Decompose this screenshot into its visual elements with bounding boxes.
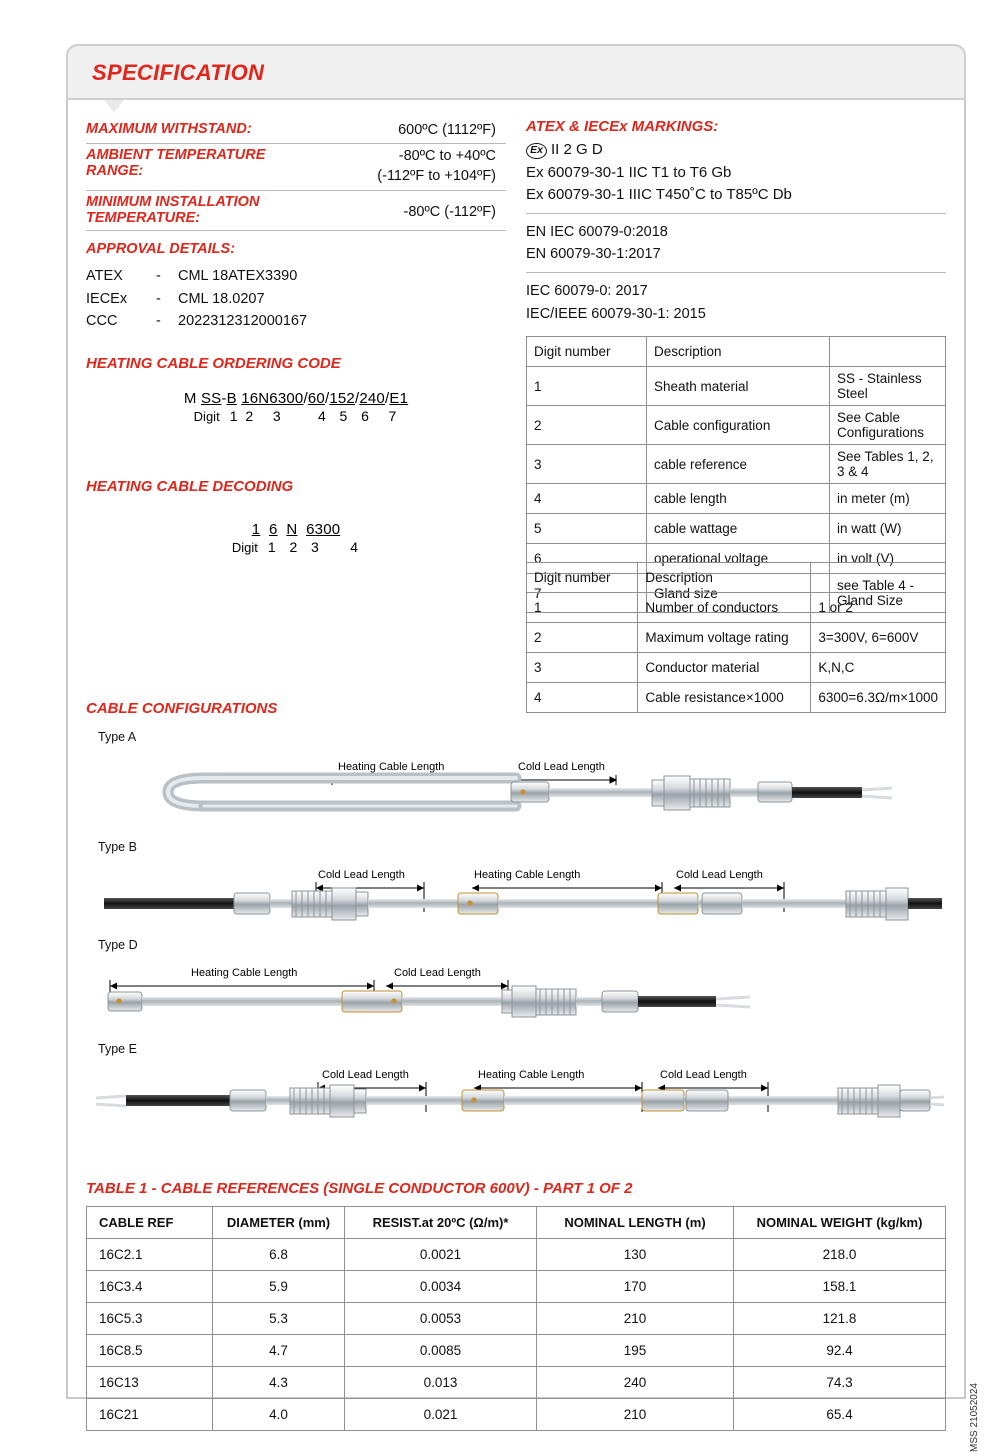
approval-row-atex [86,265,506,287]
spec-row-ambient-temperature [86,144,506,191]
config-type-e-diagram [86,1056,946,1138]
page-title: SPECIFICATION [92,60,265,85]
col-cable-ref: CABLE REF [87,1207,213,1239]
table-row [527,514,946,544]
cell-digit: 1 [527,367,647,406]
cell-length: 210 [537,1399,734,1431]
type-b-drawing [86,854,946,940]
spec-label: MAXIMUM WITHSTAND: [86,121,252,137]
spec-row-min-installation-temperature [86,191,506,231]
approval-details-list [86,265,506,332]
atex-line-1-text: II 2 G D [551,141,603,158]
cell-weight: 218.0 [734,1239,946,1271]
cell-description: cable length [647,484,830,514]
config-type-a [86,730,946,840]
standard-en-1: EN IEC 60079-0:2018 [526,223,668,240]
atex-line-2: Ex 60079-30-1 IIC T1 to T6 Gb [526,163,732,181]
cell-resistance: 0.0034 [345,1271,537,1303]
cell-length: 210 [537,1303,734,1335]
col-header-description: Description [647,337,830,367]
ordering-digit-label: Digit [193,408,220,424]
cell-cable-ref: 16C13 [87,1367,213,1399]
type-d-label-heating: Heating Cable Length [191,967,298,979]
cell-cable-ref: 16C5.3 [87,1303,213,1335]
cell-value: in volt (V) [830,544,946,574]
decoding-code-block [86,521,506,555]
specification-banner [66,44,966,100]
cell-cable-ref: 16C3.4 [87,1271,213,1303]
config-type-a-label: Type A [98,730,137,744]
cell-weight: 74.3 [734,1367,946,1399]
cell-description: Conductor material [638,653,811,683]
config-type-d [86,938,946,1044]
spec-value: -80ºC (-112ºF) [403,204,496,221]
type-a-label-heating: Heating Cable Length [338,761,445,773]
cell-cable-ref: 16C2.1 [87,1239,213,1271]
cell-length: 170 [537,1271,734,1303]
config-type-d-label: Type D [98,938,138,952]
type-d-drawing [86,952,946,1044]
cell-digit: 5 [527,514,647,544]
table-row [527,593,946,623]
ex-symbol-icon: Ex [526,143,547,159]
cell-diameter: 6.8 [213,1239,345,1271]
col-nominal-weight: NOMINAL WEIGHT (kg/km) [734,1207,946,1239]
col-header-digit: Digit number [527,563,638,593]
cell-resistance: 0.0021 [345,1239,537,1271]
decoding-code-text: 1 6 N 6300 [251,520,341,538]
cell-diameter: 5.9 [213,1271,345,1303]
table-row [527,367,946,406]
type-b-label-heating: Heating Cable Length [474,869,581,881]
spec-value: 600ºC (1112ºF) [398,122,496,138]
type-a-drawing [86,744,946,840]
ordering-code-block [86,390,506,424]
cell-weight: 158.1 [734,1271,946,1303]
atex-line-3: Ex 60079-30-1 IIIC T450˚C to T85ºC Db [526,186,792,203]
type-e-drawing [86,1056,946,1138]
standard-iec-1: IEC 60079-0: 2017 [526,283,648,300]
spec-label: AMBIENT TEMPERATURE RANGE: [86,147,266,179]
cell-cable-ref: 16C21 [87,1399,213,1431]
cell-weight: 92.4 [734,1335,946,1367]
atex-markings-body [526,139,946,207]
standards-en [526,214,946,273]
standard-iec-2: IEC/IEEE 60079-30-1: 2015 [526,305,706,322]
config-type-b-diagram [86,854,946,940]
cell-digit: 7 [527,574,647,613]
cell-value: 1 or 2 [811,593,946,623]
approval-dash: - [156,313,161,330]
cell-description: Number of conductors [638,593,811,623]
type-d-label-cold: Cold Lead Length [394,967,481,979]
decoding-digit-table [526,562,946,713]
approval-details-heading: APPROVAL DETAILS: [86,241,236,258]
cell-description: cable reference [647,445,830,484]
table-row [527,683,946,713]
table-row [87,1271,946,1303]
cell-description: Gland size [647,574,830,613]
decoding-heading: HEATING CABLE DECODING [86,477,294,495]
cell-weight: 65.4 [734,1399,946,1431]
spec-left-column [86,118,506,555]
cell-length: 240 [537,1367,734,1399]
cell-diameter: 4.7 [213,1335,345,1367]
table-row [527,563,946,593]
cell-diameter: 4.3 [213,1367,345,1399]
ordering-code-digits: Digit 1 2 3 4 5 6 7 [193,407,399,424]
config-type-a-diagram [86,744,946,840]
col-header-description: Description [638,563,811,593]
approval-key: CCC [86,313,118,330]
cell-resistance: 0.021 [345,1399,537,1431]
table-row [87,1335,946,1367]
type-a-label-cold: Cold Lead Length [518,761,605,773]
cell-value: see Table 4 - Gland Size [830,574,946,613]
cell-resistance: 0.0085 [345,1335,537,1367]
cell-value: in meter (m) [830,484,946,514]
cell-value: 3=300V, 6=600V [811,623,946,653]
cell-diameter: 4.0 [213,1399,345,1431]
cell-length: 130 [537,1239,734,1271]
table-row [527,623,946,653]
table-row [87,1239,946,1271]
cell-description: operational voltage [647,544,830,574]
cell-digit: 3 [527,445,647,484]
ordering-code-heading: HEATING CABLE ORDERING CODE [86,354,341,372]
cell-description: Cable configuration [647,406,830,445]
cell-value: See Cable Configurations [830,406,946,445]
config-type-d-diagram [86,952,946,1044]
cell-value: K,N,C [811,653,946,683]
type-b-label-cold-1: Cold Lead Length [318,869,405,881]
cell-digit: 6 [527,544,647,574]
atex-line-1 [526,139,946,162]
config-type-e [86,1042,946,1138]
cell-description: Maximum voltage rating [638,623,811,653]
col-header-digit: Digit number [527,337,647,367]
cell-value: in watt (W) [830,514,946,544]
table1-cable-references [86,1206,946,1431]
approval-dash: - [156,268,161,285]
standard-en-2: EN 60079-30-1:2017 [526,245,661,262]
col-diameter: DIAMETER (mm) [213,1207,345,1239]
spec-row-max-withstand [86,118,506,144]
ordering-code-text: M SS-B 16N6300/60/152/240/E1 [183,389,409,407]
approval-row-iecex [86,288,506,310]
type-e-label-heating: Heating Cable Length [478,1069,585,1081]
col-nominal-length: NOMINAL LENGTH (m) [537,1207,734,1239]
config-type-b [86,840,946,940]
table-header-row [87,1207,946,1239]
spec-right-column [526,118,946,332]
table1-title: TABLE 1 - CABLE REFERENCES (SINGLE CONDUCTOR 600V) - PART 1 OF 2 [86,1180,633,1197]
cell-resistance: 0.013 [345,1367,537,1399]
decoding-digit-label: Digit [231,539,258,555]
cell-value: See Tables 1, 2, 3 & 4 [830,445,946,484]
approval-value: 2022312312000167 [178,313,308,330]
col-header-value [811,563,946,593]
config-type-b-label: Type B [98,840,137,854]
table-row [87,1367,946,1399]
cell-weight: 121.8 [734,1303,946,1335]
cell-diameter: 5.3 [213,1303,345,1335]
cell-description: cable wattage [647,514,830,544]
type-e-label-cold-1: Cold Lead Length [322,1069,409,1081]
document-content [66,100,966,1422]
table-row [527,653,946,683]
document-side-code: MSS 21052024 [969,1383,980,1452]
col-header-value [830,337,946,367]
cell-digit: 3 [527,653,638,683]
approval-dash: - [156,290,161,307]
digit-table-2 [526,562,946,713]
cell-digit: 2 [527,623,638,653]
cell-cable-ref: 16C8.5 [87,1335,213,1367]
standards-iec [526,273,946,332]
cell-description: Sheath material [647,367,830,406]
approval-value: CML 18.0207 [178,290,265,307]
type-b-label-cold-2: Cold Lead Length [676,869,763,881]
type-e-label-cold-2: Cold Lead Length [660,1069,747,1081]
cell-length: 195 [537,1335,734,1367]
table-row [527,406,946,445]
cell-digit: 1 [527,593,638,623]
cell-digit: 4 [527,683,638,713]
spec-value: -80ºC to +40ºC (-112ºF to +104ºF) [377,148,496,184]
cell-digit: 4 [527,484,647,514]
table-row [527,445,946,484]
table-row [527,337,946,367]
cell-value: 6300=6.3Ω/m×1000 [811,683,946,713]
table-row [87,1399,946,1431]
config-type-e-label: Type E [98,1042,137,1056]
table-row [527,484,946,514]
spec-label: MINIMUM INSTALLATION TEMPERATURE: [86,194,260,227]
table-row [87,1303,946,1335]
cell-digit: 2 [527,406,647,445]
approval-key: ATEX [86,268,123,285]
col-resistance: RESIST.at 20ºC (Ω/m)* [345,1207,537,1239]
approval-key: IECEx [86,290,128,307]
decoding-code-digits: Digit 1 2 3 4 [231,538,361,555]
cell-value: SS - Stainless Steel [830,367,946,406]
cell-resistance: 0.0053 [345,1303,537,1335]
atex-markings-heading: ATEX & IECEx MARKINGS: [526,118,719,135]
cable-configurations-heading: CABLE CONFIGURATIONS [86,700,278,717]
approval-value: CML 18ATEX3390 [178,268,298,285]
cell-description: Cable resistance×1000 [638,683,811,713]
approval-row-ccc [86,310,506,332]
